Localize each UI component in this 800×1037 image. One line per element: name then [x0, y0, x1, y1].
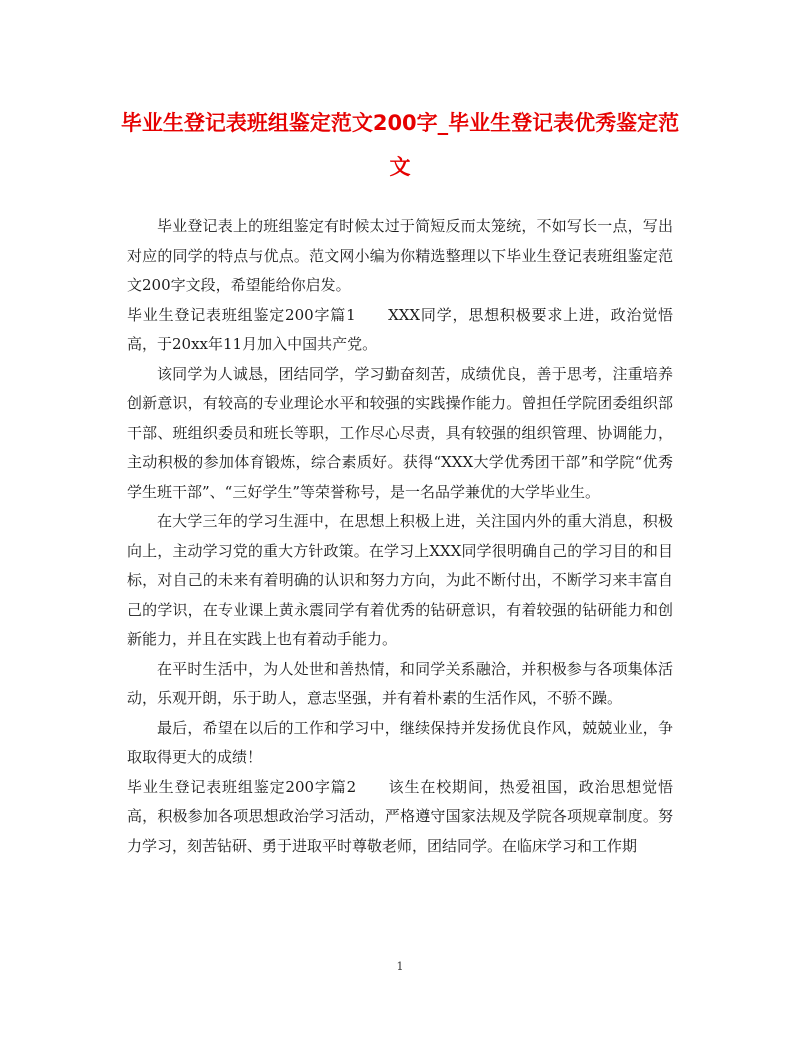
paragraph-sample-1-study: 在大学三年的学习生涯中，在思想上积极上进，关注国内外的重大消息，积极向上，主动学习党的重大方针政策。在学习上XXX同学很明确自己的学习目的和目标，对自己的未来有着明确的认识和努力方向，为此不断付出，不断学习来丰富自己的学识，在专业课上黄永震同学有着优秀的钻研意识，有着较强的钻研能力和创新能力，并且在实践上也有着动手能力。 — [127, 512, 673, 648]
document-title: 毕业生登记表班组鉴定范文200字_毕业生登记表优秀鉴定范文 — [120, 111, 680, 179]
paragraph-sample-1-heading: 毕业生登记表班组鉴定200字篇1 XXX同学，思想积极要求上进，政治觉悟高，于20xx年11月加入中国共产党。 — [127, 305, 673, 353]
paragraph-intro: 毕业登记表上的班组鉴定有时候太过于简短反而太笼统，不如写长一点，写出对应的同学的特点与优点。范文网小编为你精选整理以下毕业生登记表班组鉴定范文200字文段，希望能给你启发。 — [127, 217, 673, 294]
paragraph-sample-1-life: 在平时生活中，为人处世和善热情，和同学关系融洽，并积极参与各项集体活动，乐观开朗，乐于助人，意志坚强，并有着朴素的生活作风，不骄不躁。 — [127, 659, 673, 707]
document-body — [127, 212, 673, 861]
paragraph-sample-1-closing: 最后，希望在以后的工作和学习中，继续保持并发扬优良作风，兢兢业业，争取取得更大的成绩！ — [127, 718, 673, 766]
paragraph-sample-2-heading: 毕业生登记表班组鉴定200字篇2 该生在校期间，热爱祖国，政治思想觉悟高，积极参加各项思想政治学习活动，严格遵守国家法规及学院各项规章制度。努力学习，刻苦钻研、勇于进取平时尊敬老师，团结同学。在临床学习和工作期 — [127, 777, 673, 855]
page-number: 1 — [396, 960, 404, 973]
paragraph-sample-1-character: 该同学为人诚恳，团结同学，学习勤奋刻苦，成绩优良，善于思考，注重培养创新意识，有较高的专业理论水平和较强的实践操作能力。曾担任学院团委组织部干部、班组织委员和班长等职，工作尽心尽责，具有较强的组织管理、协调能力，主动积极的参加体育锻炼，综合素质好。获得“XXX大学优秀团干部”和学院“优秀学生班干部”、“三好学生”等荣誉称号，是一名品学兼优的大学毕业生。 — [127, 364, 673, 501]
